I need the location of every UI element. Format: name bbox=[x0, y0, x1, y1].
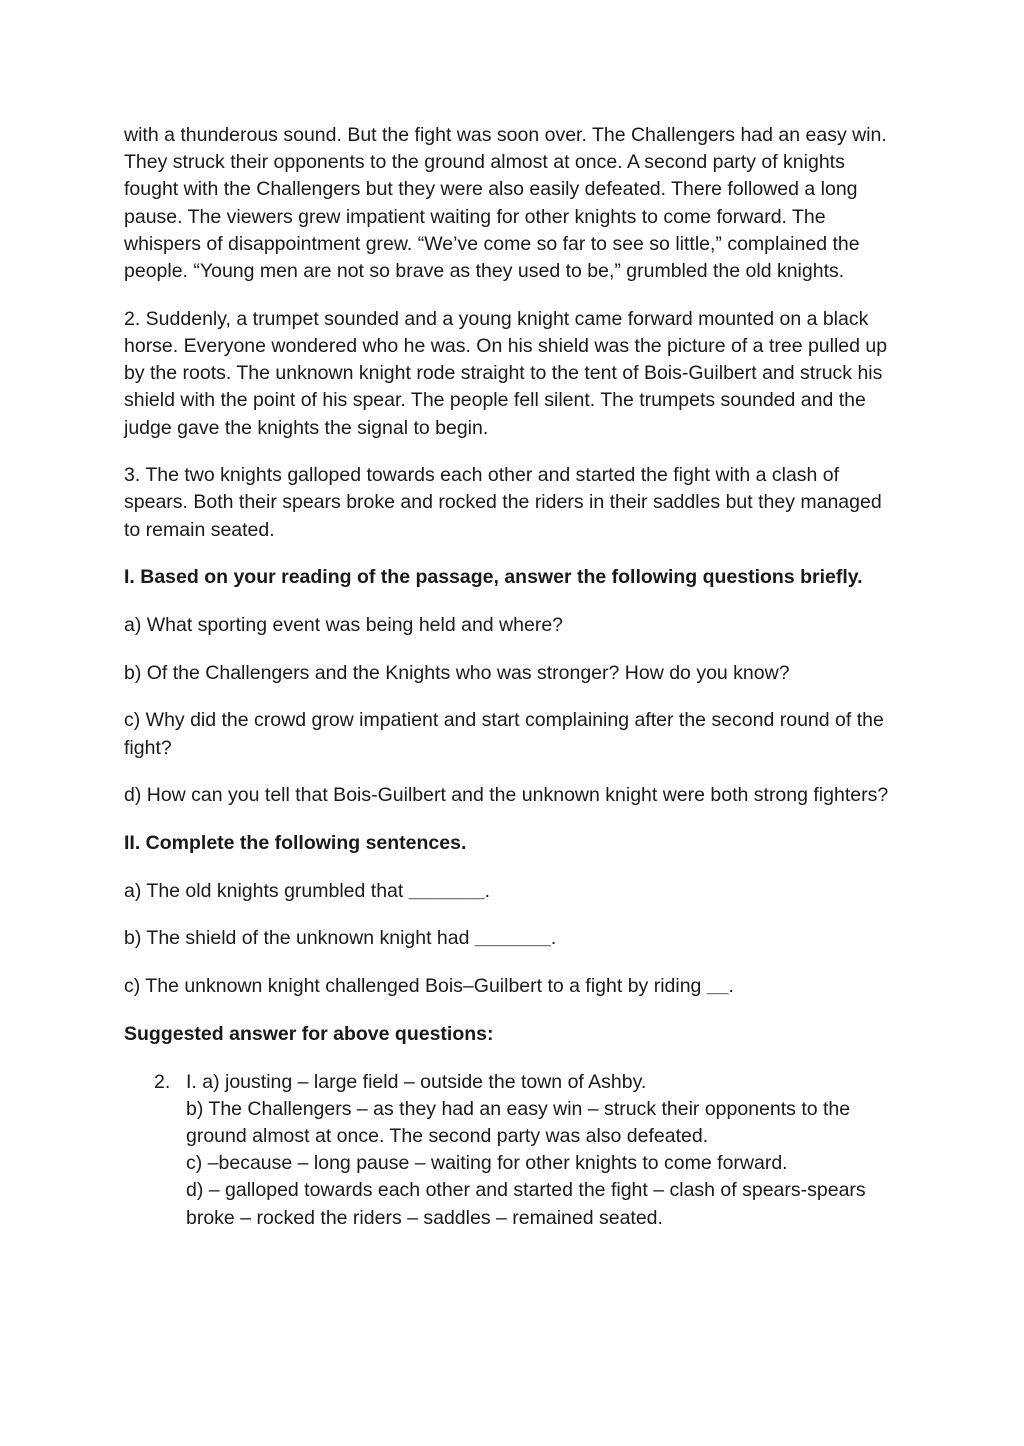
fill-blank-c bbox=[124, 973, 900, 1000]
answer-line-a: I. a) jousting – large field – outside the town of Ashby. bbox=[186, 1070, 647, 1093]
answer-number: 2. bbox=[154, 1070, 171, 1093]
answer-item bbox=[124, 1069, 900, 1232]
fill-blank-b-end: . bbox=[550, 927, 557, 950]
answers-list bbox=[124, 1069, 900, 1232]
passage-paragraph-3: 3. The two knights galloped towards each other and started the fight with a clash of spears. Both their spears broke and rocked the riders in their saddles but they managed to remain seated. bbox=[124, 464, 882, 541]
answer-line-b: b) The Challengers – as they had an easy win – struck their opponents to the ground almost at once. The second party was also defeated. bbox=[186, 1097, 851, 1147]
passage-paragraph-2: 2. Suddenly, a trumpet sounded and a young knight came forward mounted on a black horse. Everyone wondered who he was. On his shield was the picture of a tree pulled up by the roots. The unknown knight rode straight to the tent of Bois-Guilbert and struck his shield with the point of his spear. The people fell silent. The trumpets sounded and the judge gave the knights the signal to begin. bbox=[124, 307, 888, 439]
section-1-heading: I. Based on your reading of the passage, answer the following questions briefly. bbox=[124, 566, 863, 589]
question-c: c) Why did the crowd grow impatient and start complaining after the second round of the fight? bbox=[124, 709, 884, 759]
fill-blank-a-blank: _______ bbox=[408, 879, 485, 902]
fill-blank-a bbox=[124, 878, 900, 905]
passage-paragraph-1: with a thunderous sound. But the fight was soon over. The Challengers had an easy win. They struck their opponents to the ground almost at once. A second party of knights fought with the Challengers but they were also easily defeated. There followed a long pause. The viewers grew impatient waiting for other knights to come forward. The whispers of disappointment grew. “We’ve come so far to see so little,” complained the people. “Young men are not so brave as they used to be,” grumbled the old knights. bbox=[124, 124, 887, 283]
fill-blank-c-end: . bbox=[728, 975, 734, 998]
fill-blank-a-text: a) The old knights grumbled that bbox=[124, 879, 409, 902]
question-b: b) Of the Challengers and the Knights who was stronger? How do you know? bbox=[124, 661, 790, 684]
answer-line-c: c) –because – long pause – waiting for other knights to come forward. bbox=[186, 1152, 788, 1175]
document-page bbox=[124, 122, 900, 1232]
section-2-heading: II. Complete the following sentences. bbox=[124, 832, 467, 855]
answers-heading: Suggested answer for above questions: bbox=[124, 1022, 494, 1045]
fill-blank-b bbox=[124, 925, 900, 952]
question-d: d) How can you tell that Bois-Guilbert and the unknown knight were both strong fighters? bbox=[124, 784, 889, 807]
question-a: a) What sporting event was being held and where? bbox=[124, 614, 564, 637]
fill-blank-b-text: b) The shield of the unknown knight had bbox=[124, 927, 475, 950]
fill-blank-c-blank: __ bbox=[706, 975, 729, 998]
fill-blank-c-text: c) The unknown knight challenged Bois–Guilbert to a fight by riding bbox=[124, 975, 707, 998]
fill-blank-a-end: . bbox=[484, 879, 491, 902]
fill-blank-b-blank: _______ bbox=[474, 927, 551, 950]
answer-line-d: d) – galloped towards each other and started the fight – clash of spears-spears broke – rocked the riders – saddles – remained seated. bbox=[186, 1179, 866, 1229]
